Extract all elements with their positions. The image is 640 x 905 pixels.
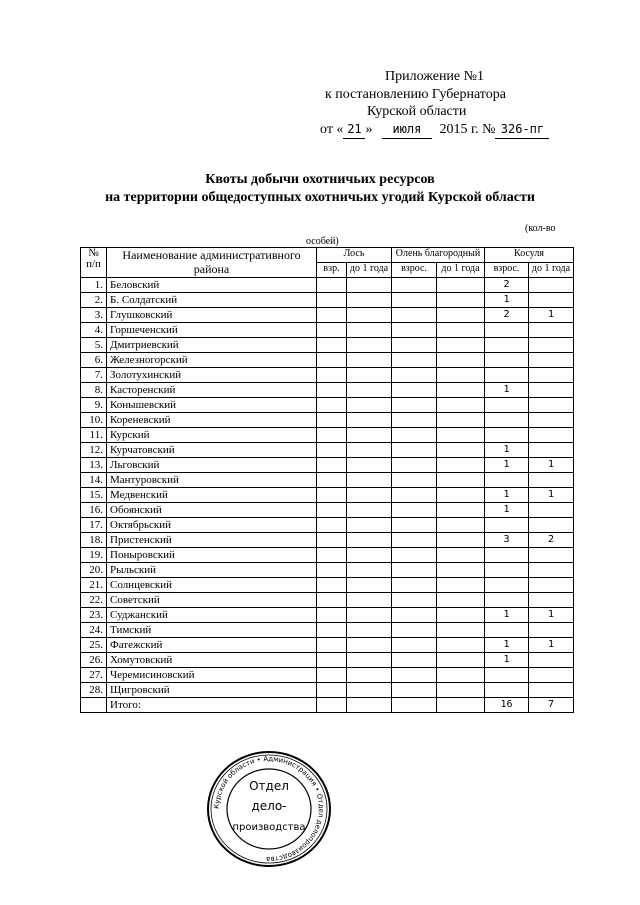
deer-young-cell <box>437 473 485 488</box>
col-header-roe: Косуля <box>485 248 574 263</box>
col-header-deer-adult: взрос. <box>392 263 437 278</box>
deer-adult-cell <box>392 623 437 638</box>
elk-adult-cell <box>317 353 347 368</box>
elk-young-cell <box>347 443 392 458</box>
roe-adult-cell <box>485 413 529 428</box>
roe-young-cell <box>529 578 574 593</box>
row-number-cell: 2. <box>81 293 107 308</box>
row-number-cell: 13. <box>81 458 107 473</box>
roe-young-cell <box>529 593 574 608</box>
deer-young-cell <box>437 413 485 428</box>
document-subtitle: на территории общедоступных охотничьих угодий Курской области <box>105 190 535 205</box>
district-name-cell: Конышевский <box>107 398 317 413</box>
deer-young-cell <box>437 338 485 353</box>
roe-adult-cell: 1 <box>485 383 529 398</box>
district-name-cell: Обоянский <box>107 503 317 518</box>
deer-adult-cell <box>392 518 437 533</box>
roe-adult-cell: 1 <box>485 458 529 473</box>
district-name-cell: Советский <box>107 593 317 608</box>
elk-young-cell <box>347 638 392 653</box>
table-row <box>81 488 574 503</box>
elk-adult-cell <box>317 653 347 668</box>
col-header-deer: Олень благородный <box>392 248 485 263</box>
deer-young-cell <box>437 623 485 638</box>
col-header-elk: Лось <box>317 248 392 263</box>
deer-young-cell <box>437 653 485 668</box>
quota-table-body <box>81 278 574 713</box>
district-name-cell: Октябрьский <box>107 518 317 533</box>
deer-adult-cell <box>392 308 437 323</box>
district-name-cell: Курский <box>107 428 317 443</box>
deer-young-cell <box>437 278 485 293</box>
roe-adult-cell: 1 <box>485 503 529 518</box>
district-name-cell: Поныровский <box>107 548 317 563</box>
elk-young-cell <box>347 398 392 413</box>
district-name-cell: Тимский <box>107 623 317 638</box>
col-header-deer-young: до 1 года <box>437 263 485 278</box>
deer-young-cell <box>437 293 485 308</box>
deer-young-cell <box>437 533 485 548</box>
elk-adult-cell <box>317 278 347 293</box>
roe-young-cell <box>529 278 574 293</box>
row-number-cell: 15. <box>81 488 107 503</box>
table-row <box>81 683 574 698</box>
roe-adult-cell: 1 <box>485 608 529 623</box>
district-name-cell: Черемисиновский <box>107 668 317 683</box>
row-number-cell <box>81 698 107 713</box>
elk-adult-cell <box>317 323 347 338</box>
district-name-cell: Хомутовский <box>107 653 317 668</box>
date-prefix: от « <box>320 122 344 137</box>
roe-young-cell <box>529 563 574 578</box>
roe-young-cell: 1 <box>529 308 574 323</box>
row-number-cell: 4. <box>81 323 107 338</box>
deer-young-cell <box>437 308 485 323</box>
roe-young-cell: 7 <box>529 698 574 713</box>
elk-adult-cell <box>317 698 347 713</box>
elk-adult-cell <box>317 563 347 578</box>
district-name-cell: Касторенский <box>107 383 317 398</box>
elk-young-cell <box>347 293 392 308</box>
roe-young-cell <box>529 413 574 428</box>
decree-number: 326-пг <box>495 121 549 139</box>
row-number-cell: 25. <box>81 638 107 653</box>
elk-young-cell <box>347 548 392 563</box>
roe-young-cell <box>529 323 574 338</box>
roe-adult-cell: 1 <box>485 488 529 503</box>
deer-young-cell <box>437 683 485 698</box>
deer-adult-cell <box>392 608 437 623</box>
elk-young-cell <box>347 383 392 398</box>
elk-adult-cell <box>317 293 347 308</box>
roe-adult-cell <box>485 323 529 338</box>
deer-adult-cell <box>392 683 437 698</box>
col-header-roe-adult: взрос. <box>485 263 529 278</box>
elk-young-cell <box>347 323 392 338</box>
deer-young-cell <box>437 353 485 368</box>
deer-young-cell <box>437 638 485 653</box>
row-number-cell: 23. <box>81 608 107 623</box>
deer-adult-cell <box>392 338 437 353</box>
roe-young-cell <box>529 503 574 518</box>
date-month: июля <box>382 121 432 139</box>
elk-young-cell <box>347 368 392 383</box>
roe-adult-cell <box>485 338 529 353</box>
roe-adult-cell <box>485 683 529 698</box>
table-row <box>81 278 574 293</box>
roe-young-cell <box>529 443 574 458</box>
table-row <box>81 383 574 398</box>
roe-adult-cell <box>485 593 529 608</box>
elk-adult-cell <box>317 413 347 428</box>
elk-young-cell <box>347 698 392 713</box>
elk-adult-cell <box>317 608 347 623</box>
table-row <box>81 353 574 368</box>
deer-young-cell <box>437 608 485 623</box>
table-row <box>81 638 574 653</box>
deer-young-cell <box>437 563 485 578</box>
col-header-roe-young: до 1 года <box>529 263 574 278</box>
district-name-cell: Железногорский <box>107 353 317 368</box>
unit-note-part2: особей) <box>306 236 339 247</box>
quota-table <box>80 247 574 713</box>
deer-young-cell <box>437 398 485 413</box>
elk-adult-cell <box>317 668 347 683</box>
deer-adult-cell <box>392 593 437 608</box>
row-number-cell: 28. <box>81 683 107 698</box>
stamp-line-1: Отдел <box>249 779 289 793</box>
elk-adult-cell <box>317 548 347 563</box>
deer-young-cell <box>437 458 485 473</box>
deer-young-cell <box>437 593 485 608</box>
row-number-cell: 27. <box>81 668 107 683</box>
elk-young-cell <box>347 278 392 293</box>
elk-adult-cell <box>317 488 347 503</box>
table-row <box>81 323 574 338</box>
roe-young-cell <box>529 428 574 443</box>
unit-note-part1: (кол-во <box>525 223 556 234</box>
district-name-cell: Суджанский <box>107 608 317 623</box>
roe-young-cell <box>529 293 574 308</box>
roe-young-cell: 1 <box>529 458 574 473</box>
elk-young-cell <box>347 518 392 533</box>
deer-young-cell <box>437 518 485 533</box>
row-number-cell: 22. <box>81 593 107 608</box>
deer-adult-cell <box>392 428 437 443</box>
row-number-cell: 8. <box>81 383 107 398</box>
elk-adult-cell <box>317 578 347 593</box>
district-name-cell: Кореневский <box>107 413 317 428</box>
document-title: Квоты добычи охотничьих ресурсов <box>205 172 435 187</box>
row-number-cell: 18. <box>81 533 107 548</box>
roe-adult-cell <box>485 473 529 488</box>
elk-adult-cell <box>317 338 347 353</box>
deer-adult-cell <box>392 698 437 713</box>
deer-young-cell <box>437 548 485 563</box>
roe-young-cell <box>529 338 574 353</box>
stamp-ring-text: Курской области • Администрация • Отдел делопроизводства <box>212 754 326 864</box>
date-day: 21 <box>343 121 365 139</box>
table-row <box>81 338 574 353</box>
roe-young-cell <box>529 383 574 398</box>
date-quote: » <box>365 122 373 137</box>
row-number-cell: 5. <box>81 338 107 353</box>
table-row <box>81 503 574 518</box>
deer-adult-cell <box>392 578 437 593</box>
elk-young-cell <box>347 578 392 593</box>
deer-adult-cell <box>392 653 437 668</box>
deer-adult-cell <box>392 368 437 383</box>
elk-adult-cell <box>317 428 347 443</box>
district-name-cell: Глушковский <box>107 308 317 323</box>
elk-adult-cell <box>317 443 347 458</box>
roe-young-cell <box>529 518 574 533</box>
roe-adult-cell <box>485 353 529 368</box>
elk-adult-cell <box>317 593 347 608</box>
elk-adult-cell <box>317 368 347 383</box>
row-number-cell: 24. <box>81 623 107 638</box>
district-name-cell: Б. Солдатский <box>107 293 317 308</box>
appendix-decree-line: к постановлению Губернатора <box>325 87 506 102</box>
elk-adult-cell <box>317 503 347 518</box>
table-row <box>81 548 574 563</box>
table-row <box>81 593 574 608</box>
row-number-cell: 14. <box>81 473 107 488</box>
table-row <box>81 533 574 548</box>
appendix-region-line: Курской области <box>367 104 467 119</box>
roe-young-cell <box>529 668 574 683</box>
elk-young-cell <box>347 473 392 488</box>
deer-young-cell <box>437 368 485 383</box>
date-year: 2015 г. № <box>439 122 496 137</box>
elk-young-cell <box>347 563 392 578</box>
deer-adult-cell <box>392 398 437 413</box>
deer-young-cell <box>437 323 485 338</box>
roe-young-cell: 1 <box>529 638 574 653</box>
district-name-cell: Горшеченский <box>107 323 317 338</box>
deer-adult-cell <box>392 533 437 548</box>
row-number-cell: 26. <box>81 653 107 668</box>
deer-adult-cell <box>392 548 437 563</box>
deer-young-cell <box>437 488 485 503</box>
roe-young-cell <box>529 623 574 638</box>
roe-young-cell <box>529 548 574 563</box>
elk-young-cell <box>347 668 392 683</box>
roe-young-cell <box>529 653 574 668</box>
deer-adult-cell <box>392 293 437 308</box>
deer-adult-cell <box>392 473 437 488</box>
elk-young-cell <box>347 488 392 503</box>
col-header-elk-adult: взр. <box>317 263 347 278</box>
deer-young-cell <box>437 668 485 683</box>
roe-young-cell <box>529 473 574 488</box>
elk-young-cell <box>347 413 392 428</box>
table-row <box>81 458 574 473</box>
elk-young-cell <box>347 683 392 698</box>
roe-adult-cell <box>485 428 529 443</box>
elk-young-cell <box>347 608 392 623</box>
row-number-cell: 9. <box>81 398 107 413</box>
table-row <box>81 623 574 638</box>
appendix-date-line <box>320 121 549 139</box>
table-row <box>81 443 574 458</box>
table-row <box>81 293 574 308</box>
deer-adult-cell <box>392 488 437 503</box>
elk-young-cell <box>347 338 392 353</box>
row-number-cell: 1. <box>81 278 107 293</box>
table-row <box>81 473 574 488</box>
roe-adult-cell <box>485 563 529 578</box>
district-name-cell: Пристенский <box>107 533 317 548</box>
roe-adult-cell: 2 <box>485 278 529 293</box>
table-row <box>81 668 574 683</box>
row-number-cell: 17. <box>81 518 107 533</box>
table-row <box>81 368 574 383</box>
roe-young-cell <box>529 353 574 368</box>
elk-young-cell <box>347 503 392 518</box>
elk-young-cell <box>347 623 392 638</box>
elk-young-cell <box>347 653 392 668</box>
elk-adult-cell <box>317 398 347 413</box>
district-name-cell: Льговский <box>107 458 317 473</box>
table-row <box>81 518 574 533</box>
deer-adult-cell <box>392 278 437 293</box>
district-name-cell: Медвенский <box>107 488 317 503</box>
total-row <box>81 698 574 713</box>
district-name-cell: Золотухинский <box>107 368 317 383</box>
deer-adult-cell <box>392 638 437 653</box>
table-row <box>81 428 574 443</box>
roe-young-cell <box>529 368 574 383</box>
appendix-label: Приложение №1 <box>385 69 484 84</box>
elk-adult-cell <box>317 683 347 698</box>
roe-adult-cell: 3 <box>485 533 529 548</box>
deer-adult-cell <box>392 383 437 398</box>
elk-young-cell <box>347 353 392 368</box>
elk-adult-cell <box>317 383 347 398</box>
row-number-cell: 20. <box>81 563 107 578</box>
roe-adult-cell: 1 <box>485 293 529 308</box>
roe-young-cell: 1 <box>529 488 574 503</box>
district-name-cell: Курчатовский <box>107 443 317 458</box>
elk-young-cell <box>347 458 392 473</box>
deer-young-cell <box>437 578 485 593</box>
deer-young-cell <box>437 383 485 398</box>
row-number-cell: 10. <box>81 413 107 428</box>
deer-young-cell <box>437 503 485 518</box>
deer-adult-cell <box>392 458 437 473</box>
roe-adult-cell: 16 <box>485 698 529 713</box>
deer-adult-cell <box>392 503 437 518</box>
deer-adult-cell <box>392 668 437 683</box>
roe-adult-cell <box>485 578 529 593</box>
elk-adult-cell <box>317 458 347 473</box>
roe-adult-cell: 1 <box>485 653 529 668</box>
district-name-cell: Солнцевский <box>107 578 317 593</box>
elk-adult-cell <box>317 518 347 533</box>
deer-adult-cell <box>392 443 437 458</box>
row-number-cell: 16. <box>81 503 107 518</box>
table-row <box>81 578 574 593</box>
table-row <box>81 308 574 323</box>
deer-adult-cell <box>392 563 437 578</box>
district-name-cell: Рыльский <box>107 563 317 578</box>
deer-young-cell <box>437 698 485 713</box>
table-row <box>81 653 574 668</box>
roe-adult-cell <box>485 518 529 533</box>
elk-adult-cell <box>317 533 347 548</box>
district-name-cell: Беловский <box>107 278 317 293</box>
roe-adult-cell <box>485 548 529 563</box>
table-row <box>81 608 574 623</box>
district-name-cell: Дмитриевский <box>107 338 317 353</box>
roe-adult-cell: 1 <box>485 638 529 653</box>
district-name-cell: Итого: <box>107 698 317 713</box>
roe-adult-cell: 2 <box>485 308 529 323</box>
district-name-cell: Мантуровский <box>107 473 317 488</box>
table-row <box>81 413 574 428</box>
row-number-cell: 7. <box>81 368 107 383</box>
deer-adult-cell <box>392 323 437 338</box>
row-number-cell: 19. <box>81 548 107 563</box>
table-row <box>81 563 574 578</box>
elk-young-cell <box>347 533 392 548</box>
elk-young-cell <box>347 308 392 323</box>
table-row <box>81 398 574 413</box>
row-number-cell: 12. <box>81 443 107 458</box>
district-name-cell: Фатежский <box>107 638 317 653</box>
stamp-line-3: производства <box>232 822 306 833</box>
roe-adult-cell <box>485 368 529 383</box>
deer-adult-cell <box>392 413 437 428</box>
roe-young-cell: 1 <box>529 608 574 623</box>
col-header-number: № п/п <box>81 248 107 278</box>
department-stamp <box>205 750 333 868</box>
stamp-line-2: дело- <box>251 799 287 813</box>
deer-young-cell <box>437 428 485 443</box>
elk-adult-cell <box>317 473 347 488</box>
roe-adult-cell <box>485 623 529 638</box>
roe-young-cell: 2 <box>529 533 574 548</box>
roe-young-cell <box>529 398 574 413</box>
elk-adult-cell <box>317 638 347 653</box>
deer-young-cell <box>437 443 485 458</box>
elk-young-cell <box>347 428 392 443</box>
roe-adult-cell <box>485 398 529 413</box>
roe-adult-cell <box>485 668 529 683</box>
roe-young-cell <box>529 683 574 698</box>
elk-adult-cell <box>317 308 347 323</box>
col-header-elk-young: до 1 года <box>347 263 392 278</box>
row-number-cell: 3. <box>81 308 107 323</box>
row-number-cell: 11. <box>81 428 107 443</box>
roe-adult-cell: 1 <box>485 443 529 458</box>
row-number-cell: 6. <box>81 353 107 368</box>
col-header-district: Наименование административного района <box>107 248 317 278</box>
district-name-cell: Щигровский <box>107 683 317 698</box>
deer-adult-cell <box>392 353 437 368</box>
elk-young-cell <box>347 593 392 608</box>
row-number-cell: 21. <box>81 578 107 593</box>
elk-adult-cell <box>317 623 347 638</box>
